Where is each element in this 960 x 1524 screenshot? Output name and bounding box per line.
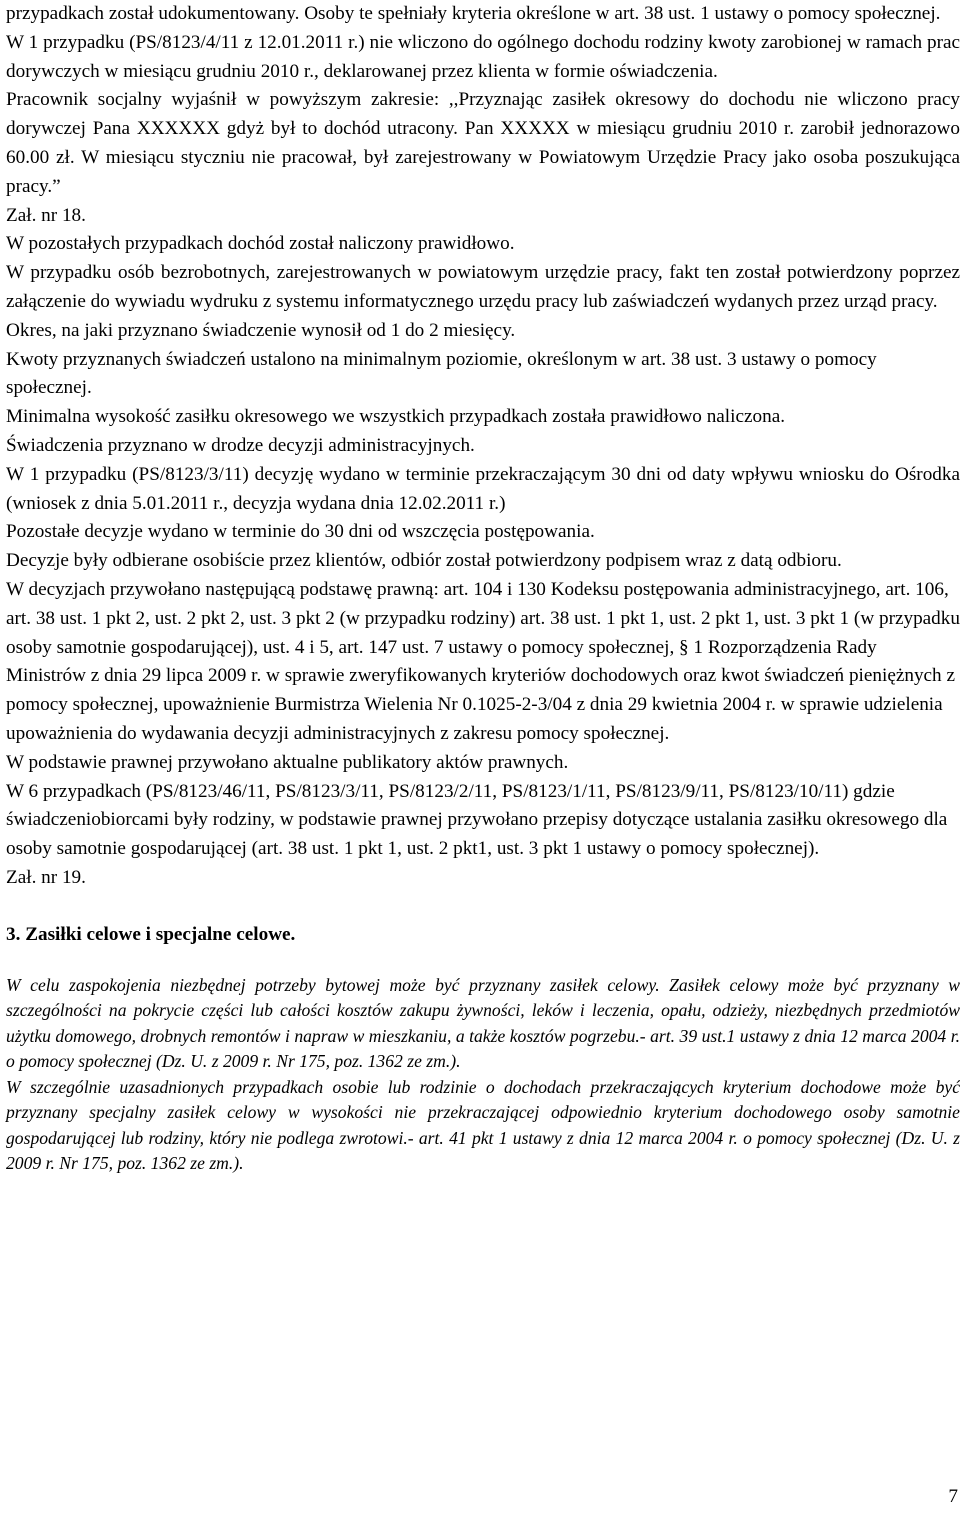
paragraph-administrative-decisions: Świadczenia przyznano w drodze decyzji administracyjnych. <box>6 434 475 456</box>
paragraph-benefit-amounts: Kwoty przyznanych świadczeń ustalono na minimalnym poziomie, określonym w art. 38 ust. 3 ustawy o pomocy społecznej. <box>6 348 877 399</box>
attachment-reference-19: Zał. nr 19. <box>6 866 86 888</box>
page-number: 7 <box>948 1486 958 1507</box>
section-heading: 3. Zasiłki celowe i specjalne celowe. <box>6 923 296 945</box>
document-page <box>6 0 960 1177</box>
paragraph-social-worker-explanation: Pracownik socjalny wyjaśnił w powyższym zakresie: ,,Przyznając zasiłek okresowy do dochodu nie wliczono pracy dorywczej Pana XXXXXX gdyż był to dochód utracony. Pan XXXXX w miesiącu grudniu 2010 r. zarobił jednorazowo 60.00 zł. W miesiącu styczniu nie pracował, był zarejestrowany w Powiatowym Urzędzie Pracy jako osoba poszukująca pracy.” <box>6 89 960 197</box>
paragraph-other-cases-income: W pozostałych przypadkach dochód został naliczony prawidłowo. <box>6 233 515 255</box>
paragraph-benefit-period: Okres, na jaki przyznano świadczenie wynosił od 1 do 2 miesięcy. <box>6 319 516 341</box>
paragraph-decision-receipt: Decyzje były odbierane osobiście przez klientów, odbiór został potwierdzony podpisem wraz z datą odbioru. <box>6 550 842 572</box>
paragraph-six-cases: W 6 przypadkach (PS/8123/46/11, PS/8123/3/11, PS/8123/2/11, PS/8123/1/11, PS/8123/9/11, PS/8123/10/11) gdzie świadczeniobiorcami były rodziny, w podstawie prawnej przywołano przepisy dotyczące ustalania zasiłku okresowego dla osoby samotnie gospodarującej (art. 38 ust. 1 pkt 1, ust. 2 pkt1, ust. 3 pkt 1 ustawy o pomocy społecznej). <box>6 780 948 860</box>
paragraph-legal-basis: W decyzjach przywołano następującą podstawę prawną: art. 104 i 130 Kodeksu postępowania administracyjnego, art. 106, art. 38 ust. 1 pkt 2, ust. 2 pkt 2, ust. 3 pkt 2 (w przypadku rodziny) art. 38 ust. 1 pkt 1, ust. 2 pkt 1, ust. 3 pkt 1 (w przypadku osoby samotnie gospodarującej), ust. 4 i 5, art. 147 ust. 7 ustawy o pomocy społecznej, § 1 Rozporządzenia Rady Ministrów z dnia 29 lipca 2009 r. w sprawie zweryfikowanych kryteriów dochodowych oraz kwot świadczeń pieniężnych z pomocy społecznej, upoważnienie Burmistrza Wielenia Nr 0.1025-2-3/04 z dnia 29 kwietnia 2004 r. w sprawie udzielenia upoważnienia do wydawania decyzji administracyjnych z zakresu pomocy społecznej. <box>6 578 960 744</box>
paragraph-minimal-amount: Minimalna wysokość zasiłku okresowego we wszystkich przypadkach została prawidłowo naliczona. <box>6 406 786 428</box>
paragraph-late-decision: W 1 przypadku (PS/8123/3/11) decyzję wydano w terminie przekraczającym 30 dni od daty wpływu wniosku do Ośrodka (wniosek z dnia 5.01.2011 r., decyzja wydana dnia 12.02.2011 r.) <box>6 463 960 514</box>
paragraph-unemployed-persons: W przypadku osób bezrobotnych, zarejestrowanych w powiatowym urzędzie pracy, fakt ten został potwierdzony poprzez załączenie do wywiadu wydruku z systemu informatycznego urzędu pracy lub zaświadczeń wydanych przez urząd pracy. <box>6 262 960 312</box>
paragraph-case-ps-8123-4-11: W 1 przypadku (PS/8123/4/11 z 12.01.2011 r.) nie wliczono do ogólnego dochodu rodziny kwoty zarobionej w ramach prac dorywczych w miesiącu grudniu 2010 r., deklarowanej przez klienta w formie oświadczenia. <box>6 31 960 82</box>
paragraph-legal-publications: W podstawie prawnej przywołano aktualne publikatory aktów prawnych. <box>6 751 569 773</box>
attachment-reference-18: Zał. nr 18. <box>6 204 86 226</box>
italic-paragraph-purpose-allowance: W celu zaspokojenia niezbędnej potrzeby bytowej może być przyznany zasiłek celowy. Zasiłek celowy może być przyznany w szczególności na pokrycie części lub całości kosztów zakupu żywności, leków i leczenia, opału, odzieży, niezbędnych przedmiotów użytku domowego, drobnych remontów i napraw w mieszkaniu, a także kosztów pogrzebu.- art. 39 ust.1 ustawy z dnia 12 marca 2004 r. o pomocy społecznej (Dz. U. z 2009 r. Nr 175, poz. 1362 ze zm.). <box>6 974 960 1071</box>
paragraph-other-decisions-deadline: Pozostałe decyzje wydano w terminie do 30 dni od wszczęcia postępowania. <box>6 521 595 543</box>
italic-paragraph-special-allowance: W szczególnie uzasadnionych przypadkach osobie lub rodzinie o dochodach przekraczających kryterium dochodowe może być przyznany specjalny zasiłek celowy w wysokości nie przekraczającej odpowiednio kryterium dochodowego osoby samotnie gospodarującej lub rodziny, który nie podlega zwrotowi.- art. 41 pkt 1 ustawy z dnia 12 marca 2004 r. o pomocy społecznej (Dz. U. z 2009 r. Nr 175, poz. 1362 ze zm.). <box>6 1076 960 1173</box>
paragraph-continuation: przypadkach został udokumentowany. Osoby te spełniały kryteria określone w art. 38 ust. 1 ustawy o pomocy społecznej. <box>6 3 941 24</box>
